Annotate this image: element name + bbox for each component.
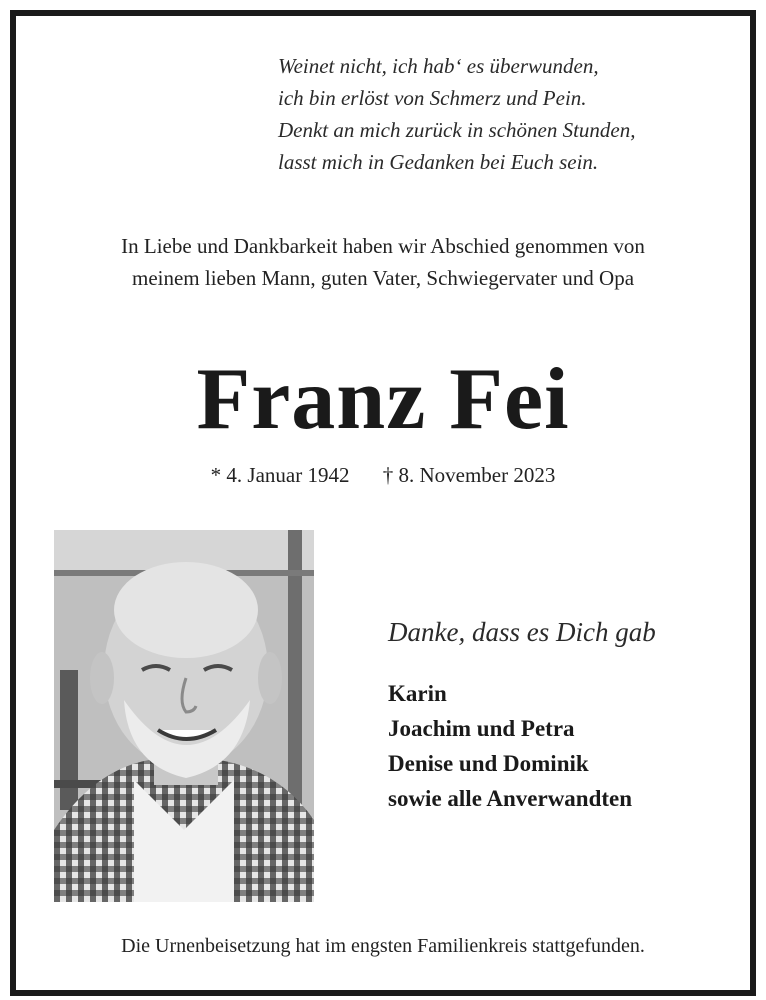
mourner-name: Denise und Dominik: [388, 751, 589, 776]
deceased-name: Franz Fei: [196, 351, 570, 448]
portrait-illustration: [54, 530, 314, 902]
intro-line: meinem lieben Mann, guten Vater, Schwiegervater und Opa: [131, 266, 635, 290]
mourners-list: [388, 676, 632, 816]
death-date: † 8. November 2023: [382, 463, 556, 487]
intro-text: [16, 230, 750, 294]
poem-line: Weinet nicht, ich hab‘ es überwunden,: [278, 54, 599, 78]
mourner-name: sowie alle Anverwandten: [388, 786, 633, 811]
poem-line: lasst mich in Gedanken bei Euch sein.: [278, 150, 599, 174]
burial-note: Die Urnenbeisetzung hat im engsten Familienkreis stattgefunden.: [121, 935, 645, 957]
poem: [278, 50, 636, 178]
intro-line: In Liebe und Dankbarkeit haben wir Abschied genommen von: [121, 234, 645, 258]
mourner-name: Joachim und Petra: [388, 716, 575, 741]
birth-date: * 4. Januar 1942: [210, 463, 350, 487]
portrait-photo: [54, 530, 314, 902]
mourner-name: Karin: [388, 681, 447, 706]
obituary-frame: [10, 10, 756, 996]
poem-line: Denkt an mich zurück in schönen Stunden,: [278, 118, 636, 142]
thanks-text: Danke, dass es Dich gab: [388, 617, 656, 647]
life-dates: [16, 461, 750, 489]
poem-line: ich bin erlöst von Schmerz und Pein.: [278, 86, 587, 110]
